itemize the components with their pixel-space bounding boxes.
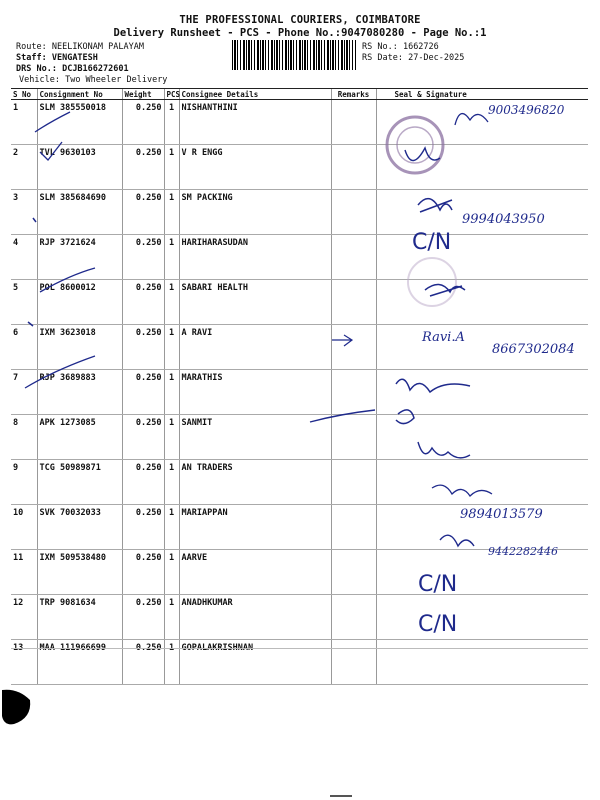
cell-seal [376, 145, 588, 190]
table-header-row [11, 89, 588, 100]
col-header-weight: Weight [122, 89, 164, 100]
cell-consignment: IXM 3623018 [37, 325, 122, 370]
cell-consignment: RJP 3689883 [37, 370, 122, 415]
col-header-pcs: PCS [164, 89, 179, 100]
cell-seal [376, 280, 588, 325]
staff-label: Staff: [16, 53, 47, 63]
cell-seal [376, 595, 588, 640]
cell-remarks [331, 460, 376, 505]
cell-consignee: GOPALAKRISHNAN [179, 640, 331, 685]
table-row [11, 460, 588, 505]
cell-pcs: 1 [164, 415, 179, 460]
cell-remarks [331, 640, 376, 685]
cell-remarks [331, 100, 376, 145]
cell-sno: 4 [11, 235, 37, 280]
cell-consignee: HARIHARASUDAN [179, 235, 331, 280]
cell-consignee: MARATHIS [179, 370, 331, 415]
cell-consignee: V R ENGG [179, 145, 331, 190]
cell-remarks [331, 595, 376, 640]
cell-consignee: AN TRADERS [179, 460, 331, 505]
cell-sno: 9 [11, 460, 37, 505]
cell-consignment: SLM 385550018 [37, 100, 122, 145]
rs-date-value: 27-Dec-2025 [408, 53, 465, 63]
cell-consignee: NISHANTHINI [179, 100, 331, 145]
scan-smudge [2, 690, 30, 725]
cell-pcs: 1 [164, 550, 179, 595]
handwritten-phone-1: 9003496820 [488, 103, 565, 117]
rs-date-label: RS Date: [362, 53, 403, 63]
route-value: NEELIKONAM PALAYAM [51, 42, 144, 52]
handwritten-phone-4: 9994043950 [462, 212, 545, 227]
cell-sno: 11 [11, 550, 37, 595]
runsheet-subtitle: Delivery Runsheet - PCS - Phone No.:9047080280 - Page No.:1 [113, 27, 487, 39]
rs-date-info [362, 53, 464, 63]
cell-remarks [331, 325, 376, 370]
cell-remarks [331, 190, 376, 235]
cell-pcs: 1 [164, 145, 179, 190]
cell-consignment: POL 8600012 [37, 280, 122, 325]
cell-consignee: SM PACKING [179, 190, 331, 235]
table-row [11, 595, 588, 640]
cell-consignment: TCG 50989871 [37, 460, 122, 505]
runsheet-table [11, 88, 588, 685]
table-row [11, 640, 588, 685]
staff-value: VENGATESH [51, 53, 98, 63]
cell-pcs: 1 [164, 280, 179, 325]
drs-value: DCJB166272601 [62, 64, 129, 74]
cell-consignment: RJP 3721624 [37, 235, 122, 280]
cell-sno: 1 [11, 100, 37, 145]
handwritten-phone-11: 9442282446 [488, 545, 558, 558]
table-row [11, 235, 588, 280]
cell-pcs: 1 [164, 505, 179, 550]
table-row [11, 280, 588, 325]
cell-sno: 8 [11, 415, 37, 460]
cell-consignment: APK 1273085 [37, 415, 122, 460]
table-row [11, 415, 588, 460]
cell-pcs: 1 [164, 190, 179, 235]
vehicle-value: Two Wheeler Delivery [65, 75, 168, 85]
cell-consignee: SANMIT [179, 415, 331, 460]
cell-seal [376, 235, 588, 280]
cell-sno: 10 [11, 505, 37, 550]
barcode [232, 40, 356, 70]
cell-consignment: MAA 111966699 [37, 640, 122, 685]
cell-weight: 0.250 [122, 145, 164, 190]
cell-sno: 2 [11, 145, 37, 190]
cell-seal [376, 370, 588, 415]
col-header-sno: S No [11, 89, 37, 100]
cell-sno: 13 [11, 640, 37, 685]
cell-sno: 3 [11, 190, 37, 235]
cell-remarks [331, 550, 376, 595]
cell-weight: 0.250 [122, 325, 164, 370]
cell-pcs: 1 [164, 235, 179, 280]
handwritten-phone-6: 8667302084 [492, 342, 575, 357]
handwritten-phone-10: 9894013579 [460, 507, 543, 522]
rs-no-label: RS No.: [362, 42, 398, 52]
cell-weight: 0.250 [122, 415, 164, 460]
cell-remarks [331, 280, 376, 325]
drs-label: DRS No.: [16, 64, 57, 74]
vehicle-info [19, 75, 167, 85]
rs-no-value: 1662726 [402, 42, 439, 52]
cell-consignee: ANADHKUMAR [179, 595, 331, 640]
cell-consignment: SLM 385684690 [37, 190, 122, 235]
table-row [11, 145, 588, 190]
cell-consignment: SVK 70032033 [37, 505, 122, 550]
cell-consignee: AARVE [179, 550, 331, 595]
cell-consignment: TRP 9081634 [37, 595, 122, 640]
cell-weight: 0.250 [122, 235, 164, 280]
cell-weight: 0.250 [122, 595, 164, 640]
cell-weight: 0.250 [122, 280, 164, 325]
cell-sno: 5 [11, 280, 37, 325]
handwritten-cn-4: C/N [412, 230, 452, 255]
cell-remarks [331, 145, 376, 190]
drs-info [16, 64, 129, 74]
cell-weight: 0.250 [122, 100, 164, 145]
col-header-remarks: Remarks [331, 89, 376, 100]
cell-sno: 7 [11, 370, 37, 415]
cell-pcs: 1 [164, 370, 179, 415]
handwritten-name-6: Ravi.A [422, 330, 465, 345]
cell-remarks [331, 505, 376, 550]
cell-pcs: 1 [164, 595, 179, 640]
cell-remarks [331, 235, 376, 280]
cell-seal [376, 640, 588, 685]
table-row [11, 370, 588, 415]
cell-weight: 0.250 [122, 550, 164, 595]
rs-no-info [362, 42, 439, 52]
handwritten-cn-12: C/N [418, 572, 458, 597]
cell-pcs: 1 [164, 640, 179, 685]
cell-weight: 0.250 [122, 460, 164, 505]
cell-consignee: SABARI HEALTH [179, 280, 331, 325]
vehicle-label: Vehicle: [19, 75, 60, 85]
table-bottom-rule [11, 648, 588, 649]
cell-consignee: A RAVI [179, 325, 331, 370]
route-label: Route: [16, 42, 47, 52]
cell-sno: 6 [11, 325, 37, 370]
cell-weight: 0.250 [122, 370, 164, 415]
col-header-consignment: Consignment No [37, 89, 122, 100]
handwritten-cn-13: C/N [418, 612, 458, 637]
cell-weight: 0.250 [122, 505, 164, 550]
cell-weight: 0.250 [122, 640, 164, 685]
cell-pcs: 1 [164, 100, 179, 145]
cell-weight: 0.250 [122, 190, 164, 235]
cell-remarks [331, 415, 376, 460]
col-header-consignee: Consignee Details [179, 89, 331, 100]
cell-consignee: MARIAPPAN [179, 505, 331, 550]
company-title: THE PROFESSIONAL COURIERS, COIMBATORE [179, 14, 421, 26]
cell-pcs: 1 [164, 325, 179, 370]
route-info [16, 42, 144, 52]
cell-seal [376, 460, 588, 505]
cell-seal [376, 415, 588, 460]
cell-pcs: 1 [164, 460, 179, 505]
cell-consignment: TVL 9630103 [37, 145, 122, 190]
cell-consignment: IXM 509538480 [37, 550, 122, 595]
cell-remarks [331, 370, 376, 415]
col-header-seal: Seal & Signature [376, 89, 588, 100]
staff-info [16, 53, 98, 63]
cell-sno: 12 [11, 595, 37, 640]
